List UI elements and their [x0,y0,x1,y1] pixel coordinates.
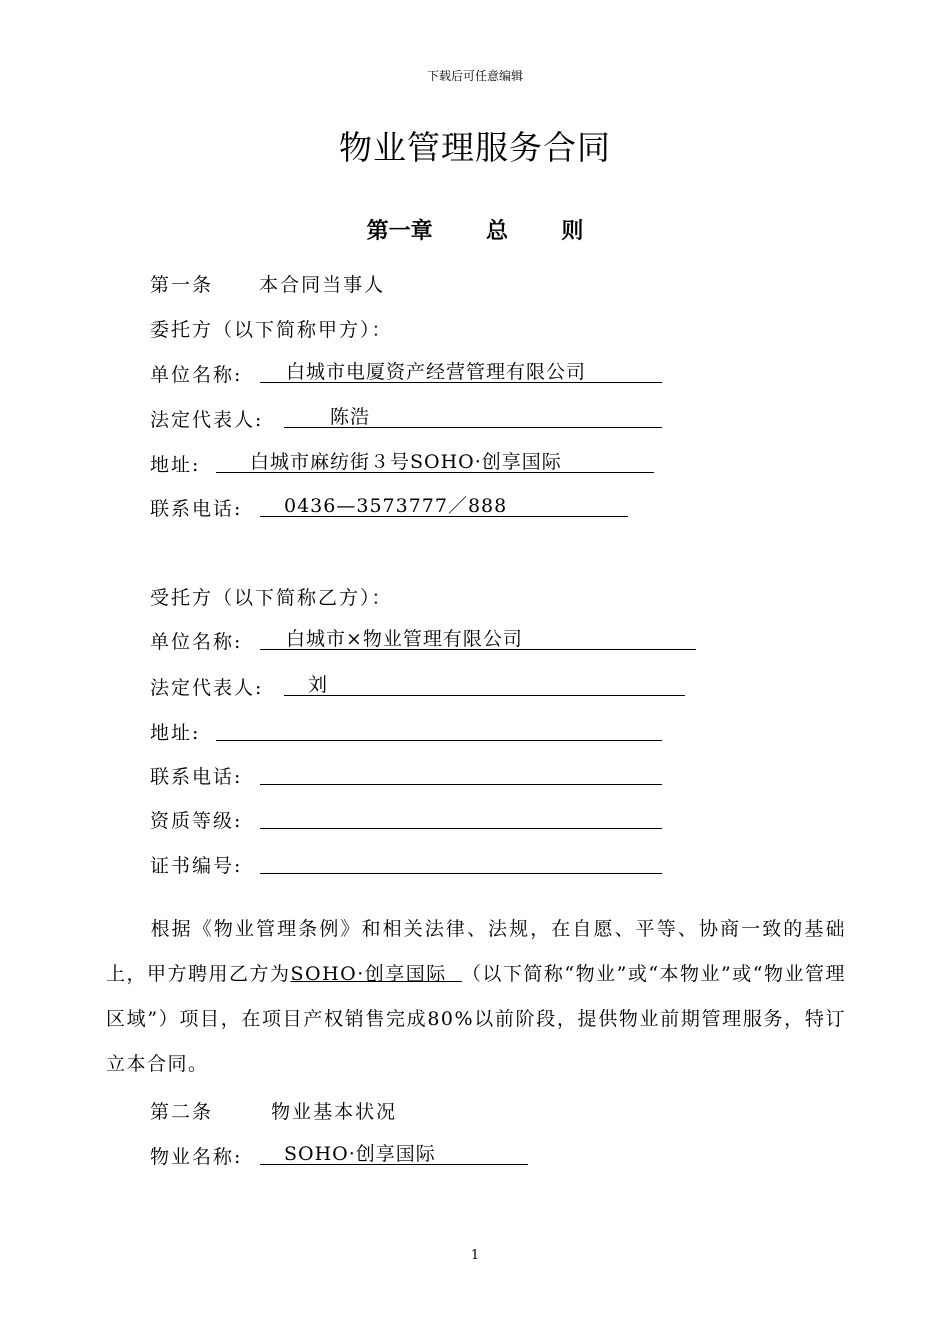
party-a-phone-label: 联系电话: [150,498,243,520]
party-b-heading: 受托方（以下简称乙方）： [150,587,393,609]
party-b-rep-value: 刘 [308,674,329,696]
party-b-rep-label: 法定代表人: [150,677,264,699]
article-2-text: 物业基本状况 [271,1101,398,1123]
article-1-text: 本合同当事人 [259,274,386,296]
property-name-value: SOHO·创享国际 [284,1143,436,1165]
party-a-phone-field [260,494,628,517]
article-2-label: 第二条 [150,1101,214,1123]
chapter-word-1: 总 [485,218,508,244]
party-b-grade-label: 资质等级: [150,810,243,832]
party-a-addr-label: 地址: [150,454,201,476]
intro-text-1: 根据《物业管理条例》和相关法律、法规，在自愿、平等、协商一致的基础上，甲方聘用乙方为 [106,918,846,985]
party-a-name-field [260,360,662,383]
chapter-word-2: 则 [561,218,584,244]
party-b-addr-label: 地址: [150,722,201,744]
party-a-rep-label: 法定代表人: [150,409,264,431]
party-a-name-value: 白城市电厦资产经营管理有限公司 [286,361,587,383]
party-b-rep-field [284,673,685,696]
intro-project-name: SOHO·创享国际 [290,963,447,985]
property-name-field [260,1142,528,1165]
chapter-number: 第一章 [366,218,433,244]
chapter-heading [0,214,950,245]
party-a-name-label: 单位名称: [150,364,243,386]
party-b-addr-field [216,718,662,741]
party-a-rep-value: 陈浩 [330,406,371,428]
party-b-name-value: 白城市×物业管理有限公司 [286,628,523,650]
party-b-phone-field [260,762,662,785]
party-b-phone-label: 联系电话: [150,766,243,788]
party-a-rep-field [284,405,662,428]
party-a-addr-field [216,450,654,473]
document-title: 物业管理服务合同 [339,128,611,167]
article-1-heading [150,270,385,297]
party-a-heading: 委托方（以下简称甲方）： [150,319,393,341]
intro-paragraph [106,907,846,1087]
intro-text-2: （以下简称“物业”或“本物业”或“物业管理区域”）项目，在项目产权销售完成80%以前阶段，提供物业前期管理服务，特订立本合同。 [106,963,846,1075]
property-name-label: 物业名称: [150,1146,243,1168]
party-a-addr-value: 白城市麻纺街３号SOHO·创享国际 [250,451,562,473]
party-a-phone-value: 0436—3573777／888 [284,495,508,517]
party-b-name-label: 单位名称: [150,631,243,653]
page-header-note: 下载后可任意编辑 [426,69,523,83]
party-b-grade-field [260,806,662,829]
article-2-heading [150,1097,397,1124]
party-b-name-field [260,627,696,650]
page-number: 1 [470,1248,480,1263]
party-b-cert-label: 证书编号: [150,855,243,877]
party-b-cert-field [260,851,662,874]
article-1-label: 第一条 [150,274,214,296]
